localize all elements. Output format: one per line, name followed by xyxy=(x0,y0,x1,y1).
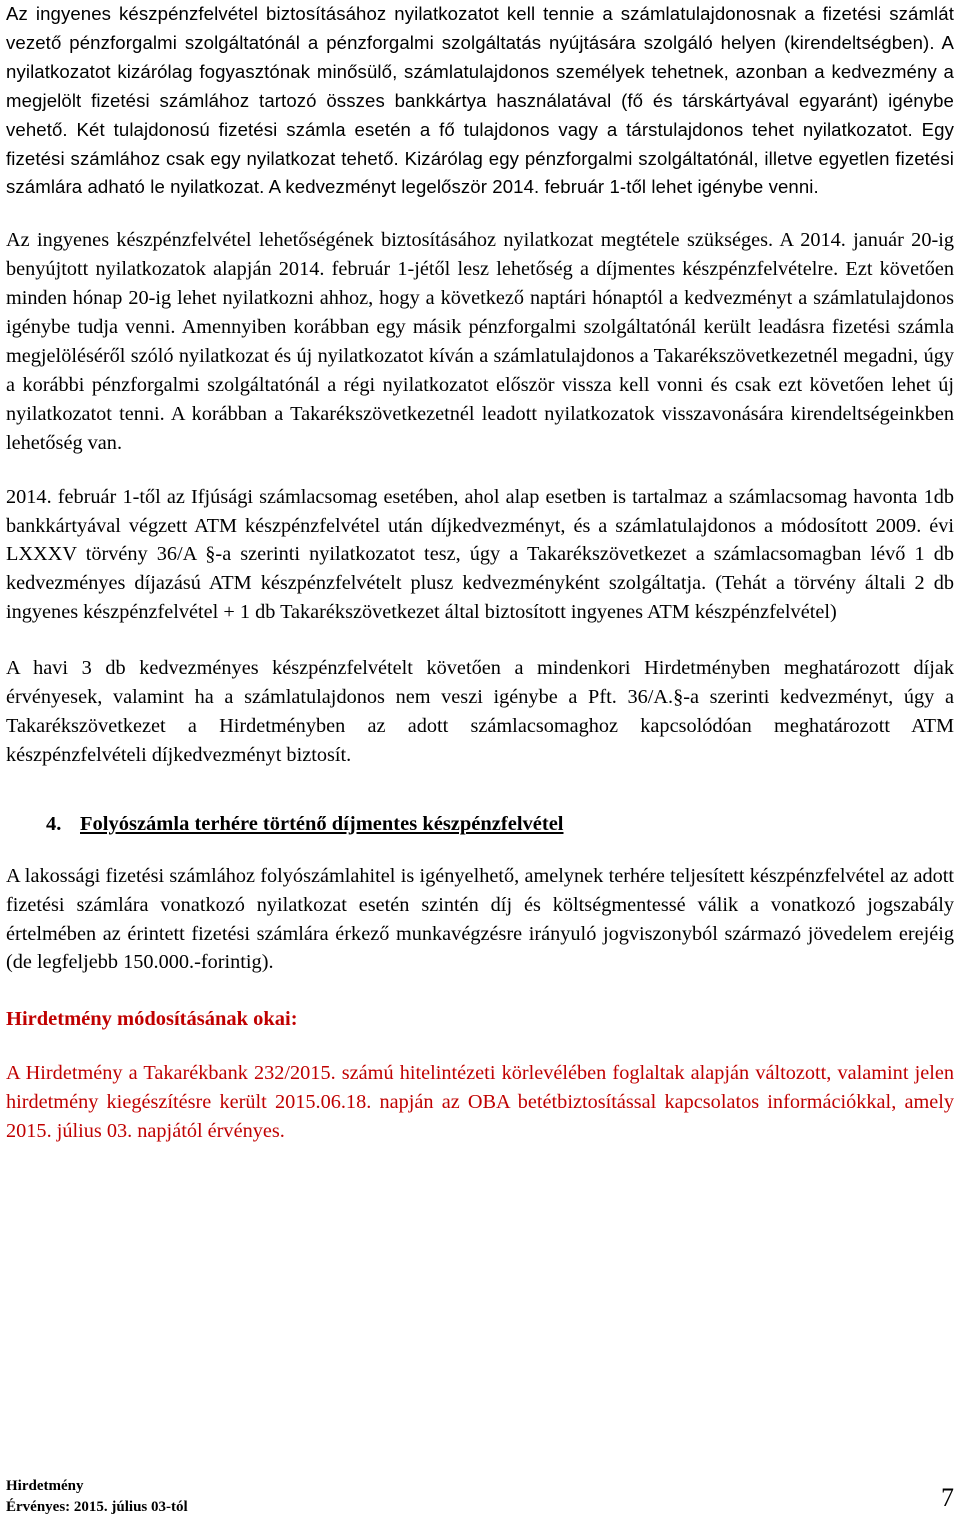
page-footer xyxy=(6,1476,188,1518)
page-number: 7 xyxy=(941,1483,954,1512)
paragraph-havi-3db: A havi 3 db kedvezményes készpénzfelvételt követően a mindenkori Hirdetményben meghatározott díjak érvényesek, valamint ha a számlatulajdonos nem veszi igénybe a Pft. 36/A.§-a szerinti kedvezményt, úgy a Takarékszövetkezet a Hirdetményben az adott számlacsomaghoz kapcsolódóan meghatározott ATM készpénzfelvételi díjkedvezményt biztosít. xyxy=(6,657,954,766)
paragraph-folyoszamlahitel: A lakossági fizetési számlához folyószámlahitel is igényelhető, amelynek terhére teljesített készpénzfelvétel az adott fizetési számlára vonatkozó nyilatkozat esetén szintén díj és költségmentessé válik a vonatkozó jogszabály értelmében az érintett fizetési számlára érkező munkavégzésre irányuló jogviszonyból származó jövedelem erejéig (de legfeljebb 150.000.-forintig). xyxy=(6,864,954,974)
section-4-heading xyxy=(46,810,954,838)
paragraph-nyilatkozat-rules xyxy=(6,0,954,202)
footer-validity: Érvényes: 2015. július 03-tól xyxy=(6,1499,188,1515)
paragraph-nyilatkozat-deadline: Az ingyenes készpénzfelvétel lehetőségének biztosításához nyilatkozat megtétele szükséges. A 2014. január 20-ig benyújtott nyilatkozatok alapján 2014. február 1-jétől lesz lehetőség a díjmentes készpénzfelvételre. Ezt követően minden hónap 20-ig lehet nyilatkozni ahhoz, hogy a következő naptári hónaptól a kedvezményt a számlatulajdonos igénybe tudja venni. Amennyiben korábban egy másik pénzforgalmi szolgáltatónál került leadásra fizetési számla megjelöléséről szóló nyilatkozat és új nyilatkozatot kíván a számlatulajdonos a Takarékszövetkezetnél megadni, úgy a korábbi pénzforgalmi szolgáltatónál a régi nyilatkozatot először vissza kell vonni és csak ezt követően lehet új nyilatkozatot tenni. A korábban a Takarékszövetkezetnél leadott nyilatkozatok visszavonására kirendeltségeinkben lehetőség van. xyxy=(6,229,954,454)
footer-title: Hirdetmény xyxy=(6,1478,84,1494)
paragraph-ifjusagi-szamlacsomag: 2014. február 1-től az Ifjúsági számlacsomag esetében, ahol alap esetben is tartalmaz a számlacsomag havonta 1db bankkártyával végzett ATM készpénzfelvétel után díjkedvezményt, és a számlatulajdonos a módosított 2009. évi LXXXV törvény 36/A §-a szerinti nyilatkozatot tesz, úgy a Takarékszövetkezet a számlacsomagban lévő 1 db kedvezményes díjazású ATM készpénzfelvételt plusz kedvezményként szolgáltatja. (Tehát a törvény általi 2 db ingyenes készpénzfelvétel + 1 db Takarékszövetkezet által biztosított ingyenes ATM készpénzfelvétel) xyxy=(6,485,954,624)
modification-reasons-text: A Hirdetmény a Takarékbank 232/2015. számú hitelintézeti körlevélében foglaltak alapján változott, valamint jelen hirdetmény kiegészítésre került 2015.06.18. napján az OBA betétbiztosítással kapcsolatos információkkal, amely 2015. július 03. napjától érvényes. xyxy=(6,1062,954,1143)
paragraph-nyilatkozat-rules-text: Az ingyenes készpénzfelvétel biztosításához nyilatkozatot kell tennie a számlatulajdonosnak a fizetési számlát vezető pénzforgalmi szolgáltatónál a pénzforgalmi szolgáltatás nyújtására szolgáló helyen (kirendeltségben). A nyilatkozatot kizárólag fogyasztónak minősülő, számlatulajdonos személyek tehetnek, azonban a kedvezmény a megjelölt fizetési számlához tartozó összes bankkártya használatával (fő és társkártyával egyaránt) igénybe vehető. Két tulajdonosú fizetési számla esetén a fő tulajdonos vagy a társtulajdonos tehet nyilatkozatot. Egy fizetési számlához csak egy nyilatkozat tehető. Kizárólag egy pénzforgalmi szolgáltatónál, illetve egyetlen fizetési számlára adható le nyilatkozat. A kedvezményt legelőször 2014. február 1-től lehet igénybe venni. xyxy=(6,3,954,198)
section-4-title: Folyószámla terhére történő díjmentes készpénzfelvétel xyxy=(80,812,564,835)
section-4-number: 4. xyxy=(46,812,62,835)
modification-reasons-heading: Hirdetmény módosításának okai: xyxy=(6,1008,298,1031)
document-page xyxy=(6,0,954,1146)
